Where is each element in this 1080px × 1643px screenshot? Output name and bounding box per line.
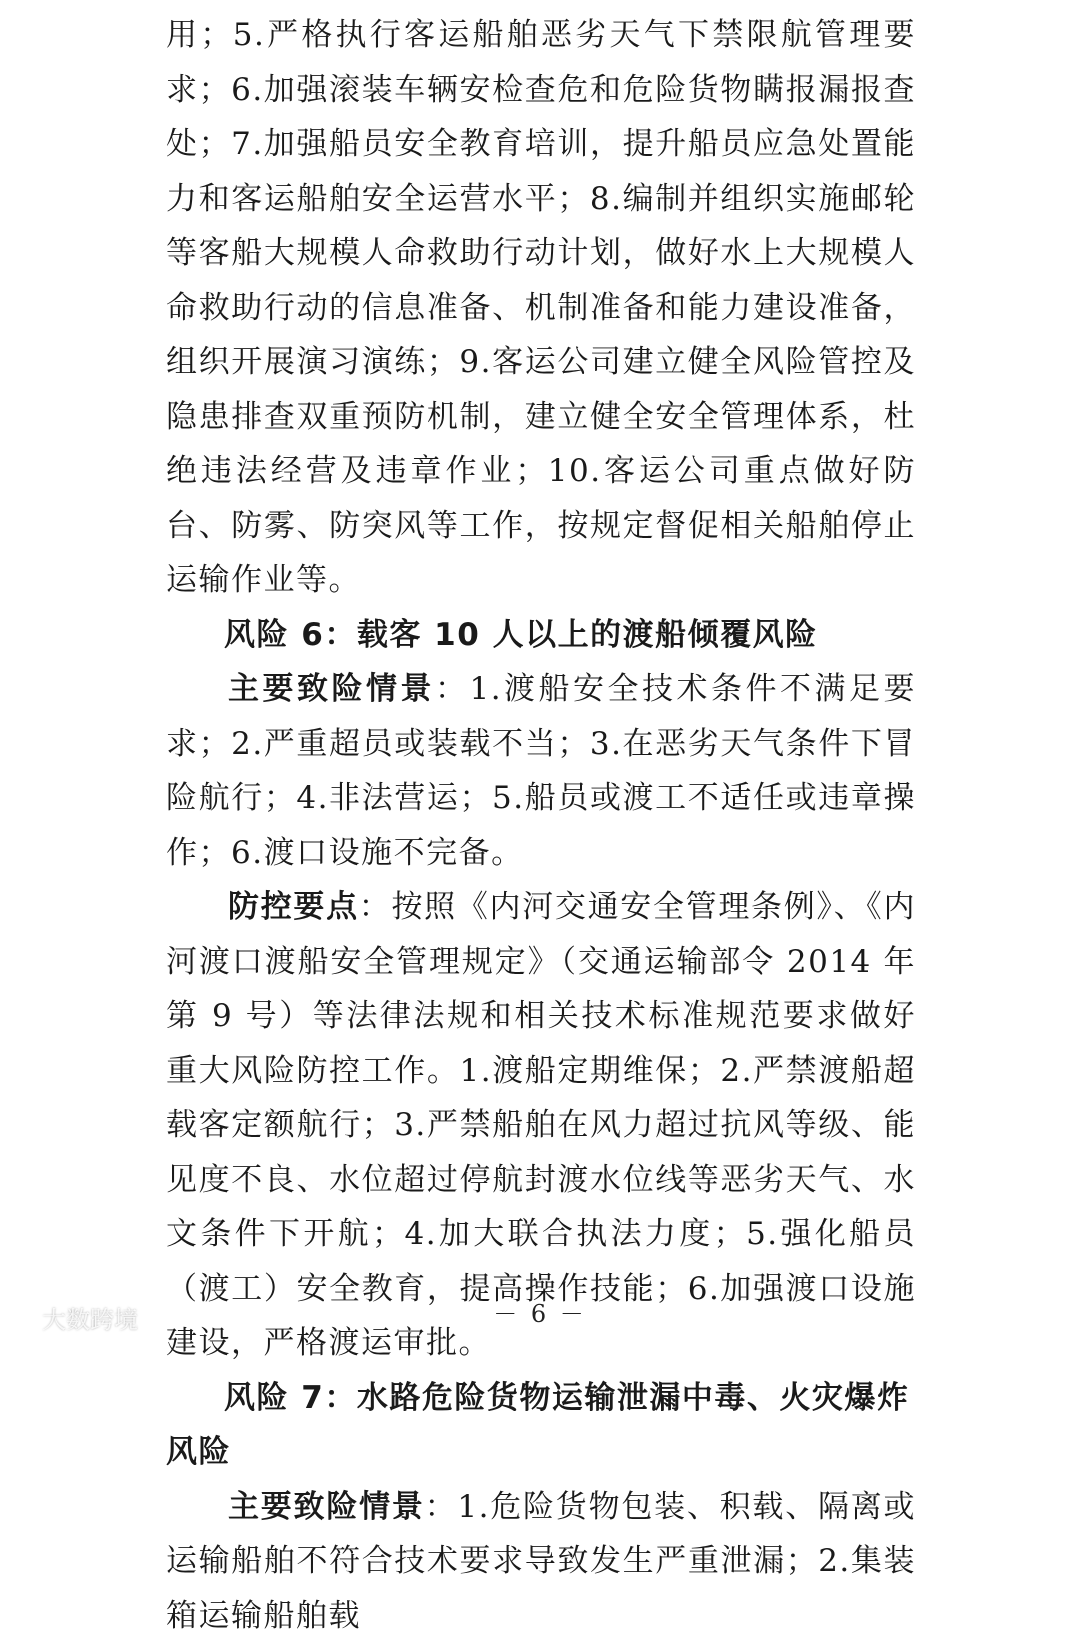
risk6-control-text: ：按照《内河交通安全管理条例》、《内河渡口渡船安全管理规定》（交通运输部令 2014 年第 9 号）等法律法规和相关技术标准规范要求做好重大风险防控工作。1.渡船定期维保；2.严禁渡船超载客定额航行；3.严禁船舶在风力超过抗风等级、能见度不良、水位超过停航封渡水位线等恶劣天气、水文条件下开航；4.加大联合执法力度；5.强化船员（渡工）安全教育，提高操作技能；6.加强渡口设施建设，严格渡运审批。 [166,889,916,1361]
risk7-scenario-text: ：1.危险货物包装、积载、隔离或运输船舶不符合技术要求导致发生严重泄漏；2.集装箱运输船舶载 [166,1489,916,1634]
risk6-scenario-paragraph [166,662,916,880]
watermark-text: 大数跨境 [42,1300,138,1335]
weibo-logo-icon [4,1304,38,1332]
risk6-scenario-text: ：1.渡船安全技术条件不满足要求；2.严重超员或装载不当；3.在恶劣天气条件下冒险航行；4.非法营运；5.船员或渡工不适任或违章操作；6.渡口设施不完备。 [166,671,916,871]
paragraph-risk5-controls: 用；5.严格执行客运船舶恶劣天气下禁限航管理要求；6.加强滚装车辆安检查危和危险货物瞒报漏报查处；7.加强船员安全教育培训，提升船员应急处置能力和客运船舶安全运营水平；8.编制并组织实施邮轮等客船大规模人命救助行动计划，做好水上大规模人命救助行动的信息准备、机制准备和能力建设准备，组织开展演习演练；9.客运公司建立健全风险管控及隐患排查双重预防机制，建立健全安全管理体系，杜绝违法经营及违章作业；10.客运公司重点做好防台、防雾、防突风等工作，按规定督促相关船舶停止运输作业等。 [166,8,916,608]
risk6-control-label: 防控要点 [228,889,359,925]
risk7-scenario-label: 主要致险情景 [228,1489,425,1525]
page-number: － 6 － [0,1294,1080,1329]
risk6-scenario-label: 主要致险情景 [228,671,435,707]
document-body [166,8,916,1643]
risk7-heading: 风险 7：水路危险货物运输泄漏中毒、火灾爆炸风险 [166,1371,916,1480]
risk6-heading: 风险 6：载客 10 人以上的渡船倾覆风险 [166,608,916,663]
watermark [4,1300,138,1335]
risk7-scenario-paragraph [166,1480,916,1643]
